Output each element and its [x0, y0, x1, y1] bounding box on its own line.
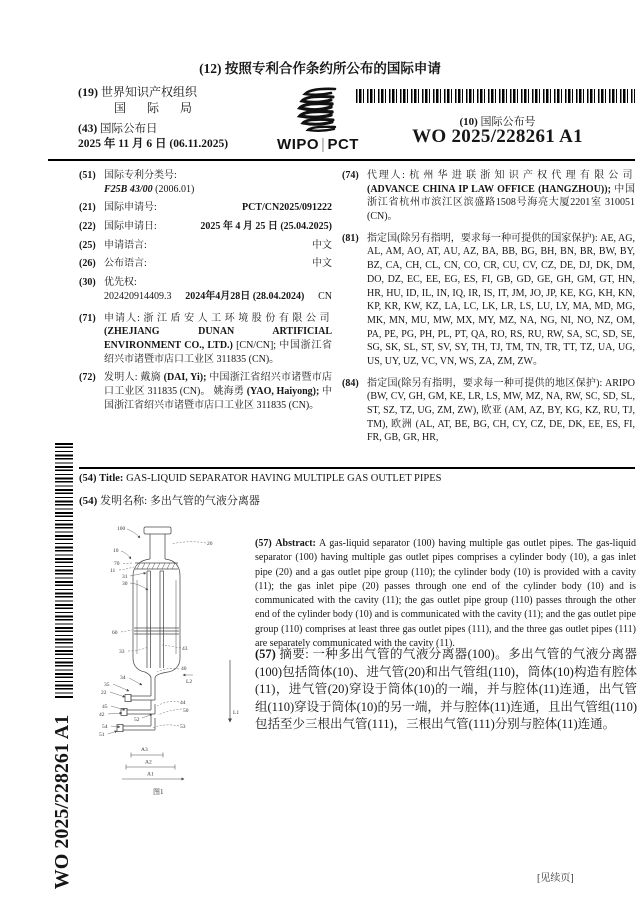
field-22-filing-date: (22) 国际申请日: 2025 年 4 月 25 日 (25.04.2025) — [79, 221, 332, 233]
ref-50: 50 — [183, 708, 189, 714]
field-code-19: (19) — [78, 85, 98, 99]
title-divider — [79, 467, 635, 469]
pub-date-label: 国际公布日 — [100, 122, 158, 135]
ref-10: 10 — [113, 548, 119, 554]
ref-L1: L1 — [233, 710, 240, 716]
title-chinese-line: (54) 发明名称: 多出气管的气液分离器 — [79, 495, 260, 507]
priority-date: 2024年4月28日 (28.04.2024) — [185, 290, 305, 302]
invention-title-zh: 多出气管的气液分离器 — [149, 495, 260, 507]
application-number: PCT/CN2025/091222 — [242, 202, 332, 214]
header-divider — [48, 159, 635, 161]
priority-country: CN — [318, 290, 332, 302]
ref-43: 43 — [182, 646, 188, 652]
ref-A3: A3 — [141, 747, 148, 753]
abstract-english: (57) Abstract: A gas-liquid separator (100) having multiple gas outlet pipes. The gas-liquid separator (100) having multiple gas outlet pipes comprises a cylinder body (10), a gas inlet pipe (20) and a gas outlet pipe group (110); the cylinder body (10) is provided with a cavity (11); the gas inlet pipe (20) passes through one end of the cylinder body (10) and is communicated with the cavity (11); the gas outlet pipe group (110) passes through the other end of the cylinder body (10) and is communicated with the cavity (11); and the gas outlet pipe group (110) comprises at least three gas outlet pipes (111), and the three gas outlet pipes (111) are separately communicated with the cavity (11). — [255, 538, 637, 650]
title-english-line: (54) Title: GAS-LIQUID SEPARATOR HAVING MULTIPLE GAS OUTLET PIPES — [79, 473, 442, 484]
ref-A2: A2 — [145, 759, 152, 766]
agent-name-en: (ADVANCE CHINA IP LAW OFFICE (HANGZHOU)); — [367, 183, 611, 195]
logo-separator: | — [321, 136, 326, 153]
field-81-designated-states: (81) 指定国(除另有指明，要求每一种可提供的国家保护): AE, AG, AL, AM, AO, AT, AU, AZ, BA, BB, BG, BH, BN, BR, BW, BY, BZ, CA, CH, CL, CN, CO, CR, CU, CV, CZ, DE, DJ, DK, DM, DO, DZ, EC, EE, EG, ES, FI, GB, GD, GE, GH, GM, GT, HN, HR, HU, ID, IL, IN, IQ, IR, IS, IT, JM, JO, JP, KE, KG, KH, KN, KP, KR, KW, KZ, LA, LC, LK, LR, LS, LU, LY, MA, MD, MG, MK, MN, MU, MW, MX, MY, MZ, NA, NG, NI, NO, NZ, OM, PA, PE, PG, PH, PL, PT, QA, RO, RS, RU, RW, SA, SC, SD, SE, SG, SK, SL, ST, SV, SY, TH, TJ, TM, TN, TR, TT, TZ, UA, UG, US, UY, UZ, VC, VN, WS, ZA, ZM, ZW。 — [342, 232, 635, 367]
inventor1-address: 中国浙江省绍兴市诸暨市店口工业区 311835 (CN)。 — [104, 372, 333, 397]
filing-date: 2025 年 4 月 25 日 (25.04.2025) — [200, 221, 332, 233]
inventor2-name-en: (YAO, Haiyong); — [246, 385, 320, 397]
ref-54: 54 — [102, 724, 108, 730]
ref-A1: A1 — [147, 771, 154, 778]
barcode-icon — [55, 443, 73, 699]
ref-30: 30 — [122, 581, 128, 587]
applicant-name-zh: 浙江盾安人工环境股份有限公司 — [143, 312, 333, 324]
biblio-right-column — [342, 169, 635, 450]
field-84-regional-protection: (84) 指定国(除另有指明，要求每一种可提供的地区保护): ARIPO (BW, CV, GH, GM, KE, LR, LS, MW, MZ, NA, RW, SC, SD, SL, ST, SZ, TZ, UG, ZM, ZW), 欧亚 (AM, AZ, BY, KG, KZ, RU, TJ, TM), 欧洲 (AL, AT, BE, BG, CH, CY, CZ, DE, DK, EE, ES, FI, FR, GB, GR, HR, — [342, 377, 635, 444]
leader-lines — [108, 529, 206, 734]
org-name: 世界知识产权组织 — [101, 85, 198, 99]
ref-11: 11 — [110, 568, 116, 574]
ref-44: 44 — [180, 700, 186, 706]
priority-line — [104, 290, 332, 304]
field-code-10: (10) — [459, 116, 478, 128]
org-line — [78, 85, 253, 101]
field-71-applicant: (71) 申请人: 浙江盾安人工环境股份有限公司 (ZHEJIANG DUNAN ARTIFICIAL ENVIRONMENT CO., LTD.) [CN/CN]; 中国浙江省绍兴市诸暨市店口工业区 311835 (CN)。 — [79, 312, 333, 365]
inventor2-address: 中国浙江省绍兴市诸暨市店口工业区 311835 (CN)。 — [104, 385, 333, 411]
filing-language: 中文 — [312, 239, 332, 251]
abstract-chinese: (57) 摘要: 一种多出气管的气液分离器(100)。多出气管的气液分离器(100)包括筒体(10)、进气管(20)和出气管组(110)，筒体(10)构造有腔体(11)，进气管(20)穿设于筒体(10)的一端，并与腔体(11)连通，出气管组(110)穿设于筒体(10)的另一端，并与腔体(11)连通，且出气管组(110)包括至少三根出气管(111)，三根出气管(111)分别与腔体(11)连通。 — [255, 647, 638, 731]
pub-number: WO 2025/228261 A1 — [412, 126, 583, 147]
wipo-text: WIPO — [277, 136, 320, 153]
field-74-agent: (74) 代理人: 杭州华进联浙知识产权代理有限公司 (ADVANCE CHINA IP LAW OFFICE (HANGZHOU)); 中国浙江省杭州市滨江区滨盛路1508号海亮大厦2201室 310051 (CN)。 — [342, 170, 636, 223]
pct-text: PCT — [327, 136, 359, 153]
ref-52: 52 — [134, 717, 140, 723]
field-72-inventors: (72) 发明人: 戴旖 (DAI, Yi); 中国浙江省绍兴市诸暨市店口工业区 311835 (CN)。 姚海勇 (YAO, Haiyong); 中国浙江省绍兴市诸暨市店口工业区 311835 (CN)。 — [79, 372, 333, 411]
abstract-text-en: A gas-liquid separator (100) having multiple gas outlet pipes. The gas-liquid separator (100) having multiple gas outlet pipes comprises a cylinder body (10), a gas inlet pipe (20) and a gas outlet pipe group (110); the cylinder body (10) is provided with a cavity (11); the gas inlet pipe (20) passes through one end of the cylinder body (10) and is communicated with the cavity (11); the gas outlet pipe group (110) passes through the other end of the cylinder body (10) and is communicated with the cavity (11); and the gas outlet pipe group (110) comprises at least three gas outlet pipes (111), and the three gas outlet pipes (111) are separately communicated with the cavity (11). — [255, 538, 637, 650]
field-21-application-number: (21) 国际申请号: PCT/CN2025/091222 — [79, 202, 332, 214]
header-left-block — [78, 85, 253, 152]
inventor1-name-en: (DAI, Yi); — [163, 372, 207, 384]
barcode-icon — [356, 89, 635, 103]
agent-address: 中国浙江省杭州市滨江区滨盛路1508号海亮大厦2201室 310051 (CN)。 — [367, 183, 635, 223]
designated-states-list: AE, AG, AL, AM, AO, AT, AU, AZ, BA, BB, BG, BH, BN, BR, BW, BY, BZ, CA, CH, CL, CN, CO, CR, CU, CV, CZ, DE, DJ, DK, DM, DO, DZ, EC, EE, EG, ES, FI, GB, GD, GE, GH, GM, GT, HN, HR, HU, ID, IL, IN, IQ, IR, IS, IT, JM, JO, JP, KE, KG, KH, KN, KP, KR, KW, KZ, LA, LC, LK, LR, LS, LU, LY, MA, MD, MG, MK, MN, MU, MW, MX, MY, MZ, NA, NG, NI, NO, NZ, OM, PA, PE, PG, PH, PL, PT, QA, RO, RS, RU, RW, SA, SC, SD, SE, SG, SK, SL, ST, SV, SY, TH, TJ, TM, TN, TR, TT, TZ, UA, UG, US, UY, UZ, VC, VN, WS, ZA, ZM, ZW。 — [367, 232, 635, 367]
field-51-classification: (51) 国际专利分类号: F25B 43/00 (2006.01) — [79, 170, 195, 195]
inventor1-name-zh: 戴旖 — [140, 372, 161, 384]
ref-42: 42 — [99, 712, 105, 718]
regional-protection-list: ARIPO (BW, CV, GH, GM, KE, LR, LS, MW, MZ, NA, RW, SC, SD, SL, ST, SZ, TZ, UG, ZM, ZW), 欧亚 (AM, AZ, BY, KG, KZ, RU, TJ, TM), 欧洲 (AL, AT, BE, BG, CH, CY, CZ, DE, DK, EE, ES, FI, FR, GB, GR, HR, — [367, 377, 635, 444]
ref-35: 35 — [104, 682, 110, 688]
patent-figure-1 — [85, 518, 260, 848]
ref-22: 22 — [101, 690, 107, 696]
inventor2-name-zh: 姚海勇 — [213, 385, 245, 397]
ref-45: 45 — [102, 704, 108, 710]
continuation-note: [见续页] — [537, 873, 574, 884]
ipc-class: F25B 43/00 — [104, 183, 153, 195]
ref-34: 34 — [120, 675, 126, 681]
ref-33: 33 — [119, 649, 125, 655]
publication-language: 中文 — [312, 258, 332, 270]
abstract-text-zh: 一种多出气管的气液分离器(100)。多出气管的气液分离器(100)包括筒体(10)、进气管(20)和出气管组(110)，筒体(10)构造有腔体(11)，进气管(20)穿设于筒体(10)的一端，并与腔体(11)连通，出气管组(110)穿设于筒体(10)的另一端，并与腔体(11)连通，且出气管组(110)包括至少三根出气管(111)，三根出气管(111)分别与腔体(11)连通。 — [255, 647, 638, 731]
ref-31: 31 — [122, 574, 128, 580]
biblio-left-column — [79, 169, 332, 417]
ref-60: 60 — [112, 630, 118, 636]
applicant-address: 中国浙江省绍兴市诸暨市店口工业区 311835 (CN)。 — [104, 339, 332, 365]
publication-type-line: (12) 按照专利合作条约所公布的国际申请 — [199, 61, 441, 76]
figure-reference-numerals — [99, 526, 239, 778]
priority-number: 202420914409.3 — [104, 290, 172, 302]
pub-date-label-line — [78, 122, 253, 137]
ref-100: 100 — [117, 526, 126, 532]
field-30-priority: (30) 优先权: 202420914409.3 2024年4月28日 (28.04.2024) CN — [79, 277, 332, 302]
ref-51: 51 — [99, 732, 105, 738]
invention-title-en: GAS-LIQUID SEPARATOR HAVING MULTIPLE GAS OUTLET PIPES — [126, 473, 442, 484]
sidebar-pub-number: WO 2025/228261 A1 — [51, 714, 73, 890]
wipo-pct-wordmark — [264, 136, 372, 153]
ref-53: 53 — [180, 724, 186, 730]
field-code-43: (43) — [78, 122, 98, 135]
ref-20: 20 — [207, 541, 213, 547]
wipo-globe-icon — [291, 86, 345, 134]
separator-drawing — [117, 527, 230, 779]
agent-name-zh: 杭州华进联浙知识产权代理有限公司 — [409, 170, 636, 181]
ref-L2: L2 — [186, 679, 193, 685]
ref-40: 40 — [181, 666, 187, 672]
figure-caption: 图1 — [153, 788, 164, 796]
field-26-publication-language: (26) 公布语言: 中文 — [79, 258, 332, 270]
pub-date: 2025 年 11 月 6 日 (06.11.2025) — [78, 137, 229, 150]
org-bureau: 国 际 局 — [114, 100, 202, 115]
applicant-name-en: (ZHEJIANG DUNAN ARTIFICIAL ENVIRONMENT CO., LTD.) — [104, 326, 332, 351]
ref-70: 70 — [114, 561, 120, 567]
pub-number-label: 国际公布号 — [480, 116, 536, 128]
field-25-filing-language: (25) 申请语言: 中文 — [79, 239, 332, 251]
